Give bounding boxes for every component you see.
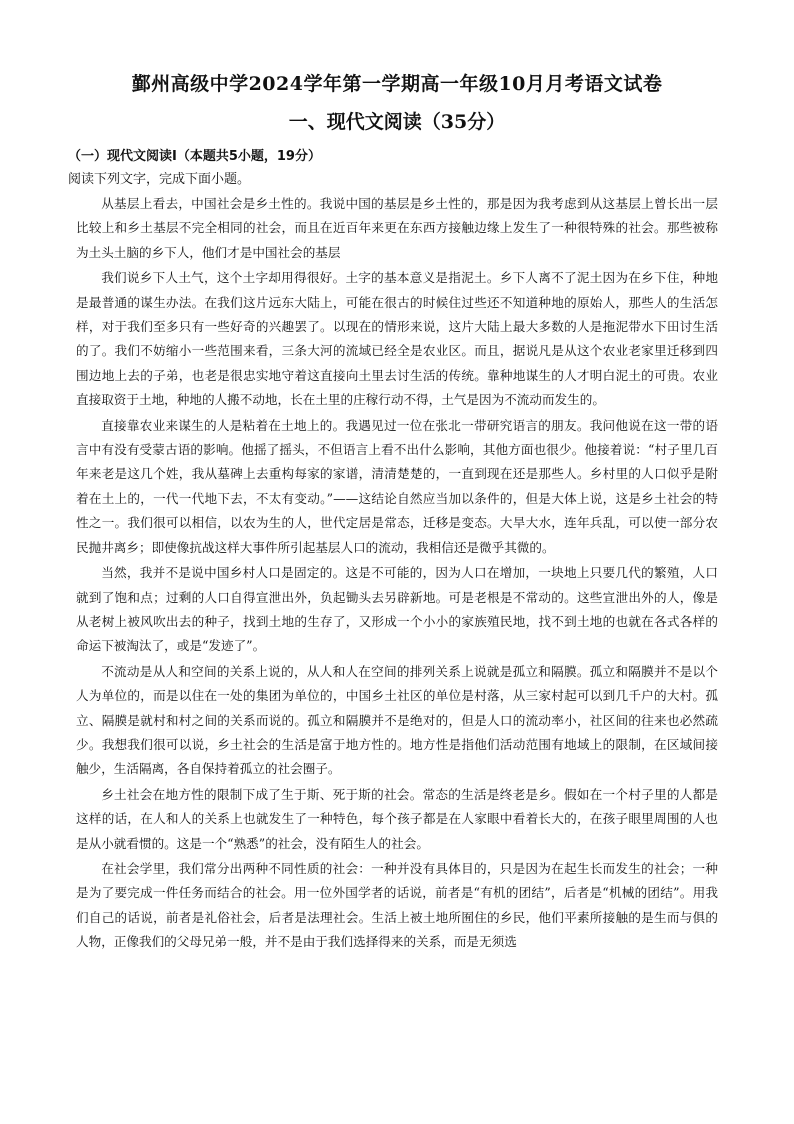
reading-instruction: 阅读下列文字，完成下面小题。 — [68, 172, 251, 187]
paragraph-7: 在社会学里，我们常分出两种不同性质的社会：一种并没有具体目的，只是因为在起生长而发生的社会；一种是为了要完成一件任务而结合的社会。用一位外国学者的话说，前者是“有机的团结”，后者是“机械的团结”。用我们自己的话说，前者是礼俗社会，后者是法理社会。生活上被土地所囿住的乡民，他们平素所接触的是生而与俱的人物，正像我们的父母兄弟一般，并不是由于我们选择得来的关系，而是无须选 — [76, 860, 718, 950]
paragraph-6: 乡土社会在地方性的限制下成了生于斯、死于斯的社会。常态的生活是终老是乡。假如在一个村子里的人都是这样的话，在人和人的关系上也就发生了一种特色，每个孩子都是在人家眼中看着长大的，在孩子眼里周围的人也是从小就看惯的。这是一个“熟悉”的社会，没有陌生人的社会。 — [76, 786, 718, 851]
reading-subtitle: （一）现代文阅读Ⅰ（本题共5小题，19分） — [68, 149, 321, 164]
paragraph-3: 直接靠农业来谋生的人是粘着在土地上的。我遇见过一位在张北一带研究语言的朋友。我问他说在这一带的语言中有没有受蒙古语的影响。他摇了摇头，不但语言上看不出什么影响，其他方面也很少。他接着说：“村子里几百年来老是这几个姓，我从墓碑上去重构每家的家谱，清清楚楚的，一直到现在还是那些人。乡村里的人口似乎是附着在土上的，一代一代地下去，不太有变动。”——这结论自然应当加以条件的，但是大体上说，这是乡土社会的特性之一。我们很可以相信，以农为生的人，世代定居是常态，迁移是变态。大旱大水，连年兵乱，可以使一部分农民抛井离乡；即使像抗战这样大事件所引起基层人口的流动，我相信还是微乎其微的。 — [76, 417, 718, 555]
paragraph-4: 当然，我并不是说中国乡村人口是固定的。这是不可能的，因为人口在增加，一块地上只要几代的繁殖，人口就到了饱和点；过剩的人口自得宣泄出外，负起锄头去另辟新地。可是老根是不常动的。这些宣泄出外的人，像是从老树上被风吹出去的种子，找到土地的生存了，又形成一个小小的家族殖民地，找不到土地的也就在各式各样的命运下被淘汰了，或是“发迹了”。 — [76, 565, 718, 654]
paragraph-1: 从基层上看去，中国社会是乡土性的。我说中国的基层是乡土性的，那是因为我考虑到从这基层上曾长出一层比较上和乡土基层不完全相同的社会，而且在近百年来更在东西方接触边缘上发生了一种很特殊的社会。那些被称为土头土脑的乡下人，他们才是中国社会的基层 — [76, 196, 718, 260]
section-title: 一、现代文阅读（35分） — [288, 111, 506, 133]
paragraph-5: 不流动是从人和空间的关系上说的，从人和人在空间的排列关系上说就是孤立和隔膜。孤立和隔膜并不是以个人为单位的，而是以住在一处的集团为单位的，中国乡土社区的单位是村落，从三家村起可以到几千户的大村。孤立、隔膜是就村和村之间的关系而说的。孤立和隔膜并不是绝对的，但是人口的流动率小，社区间的往来也必然疏少。我想我们很可以说，乡土社会的生活是富于地方性的。地方性是指他们活动范围有地域上的限制，在区域间接触少，生活隔离，各自保持着孤立的社会圈子。 — [76, 663, 718, 777]
exam-title: 鄞州高级中学2024学年第一学期高一年级10月月考语文试卷 — [131, 73, 663, 95]
paragraph-2: 我们说乡下人土气，这个土字却用得很好。土字的基本意义是指泥土。乡下人离不了泥土因为在乡下住，种地是最普通的谋生办法。在我们这片远东大陆上，可能在很古的时候住过些还不知道种地的原始人，那些人的生活怎样，对于我们至多只有一些好奇的兴趣罢了。以现在的情形来说，这片大陆上最大多数的人是拖泥带水下田讨生活的了。我们不妨缩小一些范围来看，三条大河的流域已经全是农业区。而且，据说凡是从这个农业老家里迁移到四围边地上去的子弟，也老是很忠实地守着这直接向土里去讨生活的传统。靠种地谋生的人才明白泥土的可贵。农业直接取资于土地，种地的人搬不动地，长在土里的庄稼行动不得，土气是因为不流动而发生的。 — [76, 270, 718, 408]
